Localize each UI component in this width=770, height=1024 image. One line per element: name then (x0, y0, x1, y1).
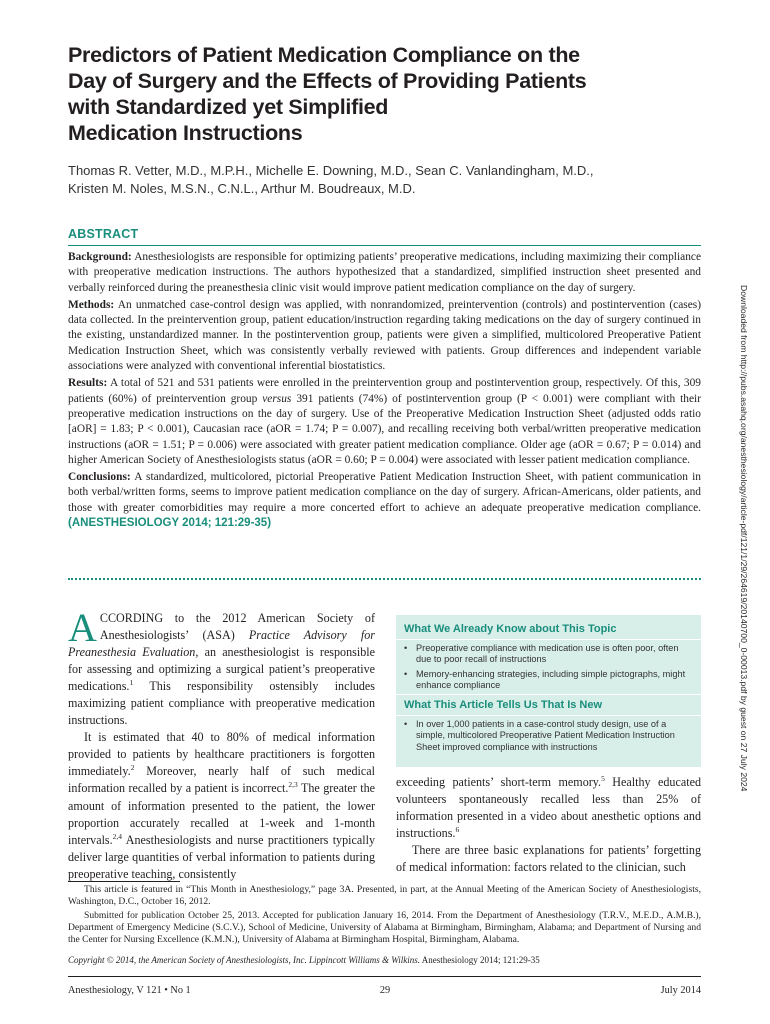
background-label: Background: (68, 251, 132, 263)
abstract-top-rule (68, 245, 701, 246)
copyright-citation: Anesthesiology 2014; 121:29-35 (421, 955, 540, 965)
article-title (68, 42, 668, 146)
new-list (404, 719, 694, 756)
footer-date: July 2014 (660, 985, 701, 996)
new-heading: What This Article Tells Us That Is New (404, 699, 603, 711)
reference-2[interactable]: 2 (130, 763, 135, 773)
list-item: • Preoperative compliance with medication use is often poor, often due to poor recall of instructions (404, 643, 694, 666)
known-heading: What We Already Know about This Topic (404, 623, 617, 635)
page-number: 29 (379, 985, 391, 996)
body-text: Moreover, nearly half of such medical information recalled by a patient is incorrect. (68, 764, 375, 796)
body-column-left (68, 605, 376, 883)
author-line: Thomas R. Vetter, M.D., M.P.H., Michelle E. Downing, M.D., Sean C. Vanlandingham, M.D., (68, 163, 594, 178)
body-paragraph: There are three basic explanations for patients’ forgetting of medical information: factors related to the clinician, such (396, 843, 701, 875)
abstract-results (68, 376, 701, 468)
results-label: Results: (68, 377, 108, 390)
list-item: • Memory-enhancing strategies, including simple pictographs, might enhance compliance (404, 669, 694, 692)
title-line: Medication Instructions (68, 121, 303, 145)
body-paragraph (68, 605, 375, 729)
conclusions-label: Conclusions: (68, 471, 131, 484)
background-text: Anesthesiologists are responsible for optimizing patients’ preoperative medications, including maximizing their compliance with preoperative medication instructions. The authors hypothesized that a standardized, simplified instruction sheet presented and verbally reinforced during the preanesthesia clinic visit would improve patient medication compliance on the day of surgery. (68, 251, 702, 294)
box-divider (396, 715, 701, 716)
body-text: Anesthesiologists and nurse practitioners typically deliver large quantities of verbal information to patients during preoperative teaching, consistently (68, 832, 376, 881)
author-line: Kristen M. Noles, M.S.N., C.N.L., Arthur M. Boudreaux, M.D. (68, 181, 416, 196)
reference-1[interactable]: 1 (129, 678, 134, 688)
title-line: with Standardized yet Simplified (68, 95, 389, 119)
download-sidebar (735, 285, 755, 1015)
footer-rule (68, 976, 701, 977)
body-text: CCORDING to the 2012 American Society of Anesthesiologists’ (ASA) (99, 611, 375, 643)
body-column-right (396, 774, 701, 876)
results-text: A total of 521 and 531 patients were enrolled in the preintervention group and postintervention group, respectively. Of this, 309 patients (60%) of preintervention group (68, 377, 702, 405)
box-divider (396, 694, 701, 695)
journal-citation[interactable]: (ANESTHESIOLOGY 2014; 121:29-35) (68, 517, 272, 530)
methods-label: Methods: (68, 298, 115, 311)
reference-2-3[interactable]: 2,3 (288, 780, 298, 790)
body-text: an anesthesiologist is responsible for assessing and optimizing a surgical patient’s preoperative medications. (68, 645, 375, 694)
footnotes (68, 884, 701, 948)
download-note: Downloaded from http://pubs.asahq.org/anesthesiology/article-pdf/121/1/29/264619/20140700_0-00013.pdf by guest on 27 July 2024 (739, 285, 749, 792)
footer-journal: Anesthesiology, V 121 • No 1 (68, 985, 191, 996)
known-list (404, 643, 694, 695)
key-points-box (396, 615, 701, 767)
abstract-body (68, 250, 701, 533)
body-text: It is estimated that 40 to 80% of medical information provided to patients by healthcare practitioners is forgotten immediately. (68, 730, 375, 779)
abstract-background (68, 250, 701, 296)
box-divider (396, 639, 701, 640)
copyright-line (68, 955, 708, 965)
body-italic-title: Practice Advisory for Preanesthesia Evaluation, (68, 628, 375, 660)
footnote: This article is featured in “This Month in Anesthesiology,” page 3A. Presented, in part, at the Annual Meeting of the American Society of Anesthesiologists, Washington, D.C., October 16, 2012. (68, 884, 701, 908)
results-text: 391 patients (74%) of postintervention group (P < 0.001) were compliant with their preoperative medication instructions on the day of surgery. Use of the Preoperative Medication Instruction Sheet (adjusted odds ratio [aOR] = 1.83; P < 0.001), Caucasian race (aOR = 1.74; P = 0.007), and recalling receiving both verbal/written preoperative medication instructions (aOR = 1.51; P = 0.006) were associated with greater patient medication compliance. Older age (aOR = 0.67; P = 0.014) and higher American Society of Anesthesiologists status (aOR = 0.60; P = 0.004) were associated with lesser patient medication compliance. (68, 392, 701, 466)
results-versus: versus (262, 392, 292, 405)
title-line: Day of Surgery and the Effects of Providing Patients (68, 69, 587, 93)
footnote: Submitted for publication October 25, 2013. Accepted for publication January 16, 2014. From the Department of Anesthesiology (T.R.V., M.E.D., A.M.B.), Department of Emergency Medicine (S.C.V.), School of Medicine, University of Alabama at Birmingham, Birmingham, Alabama; and Department of Nursing and the Center for Nursing Excellence (K.M.N.), University of Alabama at Birmingham Hospital, Birmingham, Alabama. (68, 910, 701, 946)
body-text: Healthy educated volunteers spontaneously recalled less than 25% of information presented in a video about anesthetic options and instructions. (396, 775, 701, 841)
conclusions-text: A standardized, multicolored, pictorial Preoperative Patient Medication Instruction Sheet, with patient communication in both verbal/written forms, seems to improve patient medication compliance on the day of surgery. African-Americans, older patients, and those with greater comorbidities may require a more concerted effort to achieve an adequate preoperative medication compliance. (68, 471, 701, 514)
drop-cap: A (68, 605, 97, 650)
methods-text: An unmatched case-control design was applied, with nonrandomized, preintervention (controls) and postintervention (cases) data collected. In the preintervention group, patient education/instruction regarding taking medications on the day of surgery continued in the existing, unstandardized manner. In the postintervention group, patients were given a simplified, multicolored Preoperative Patient Medication Instruction Sheet, which was consistently verbally reviewed with patients. Group differences and independent variable associations were analyzed with conventional inferential biostatistics. (68, 298, 702, 373)
abstract-heading: ABSTRACT (68, 227, 139, 241)
reference-2-4[interactable]: 2,4 (112, 831, 123, 841)
body-paragraph (68, 729, 375, 882)
body-text: exceeding patients’ short-term memory. (396, 775, 602, 789)
abstract-methods (68, 298, 701, 374)
copyright-holder: Copyright © 2014, the American Society of Anesthesiologists, Inc. Lippincott Williams & Wilkins. (68, 955, 420, 965)
abstract-conclusions (68, 470, 701, 531)
reference-5[interactable]: 5 (601, 773, 605, 783)
body-text: This responsibility ostensibly includes maximizing patient compliance with preoperative medication instructions. (68, 679, 375, 728)
author-list (68, 162, 708, 198)
title-line: Predictors of Patient Medication Compliance on the (68, 43, 580, 67)
body-paragraph (396, 774, 701, 842)
abstract-bottom-rule (68, 578, 701, 580)
footnote-rule (68, 881, 180, 882)
reference-6[interactable]: 6 (455, 825, 460, 835)
body-text: The greater the amount of information presented to the patient, the lower proportion accurately recalled at 1-week and 1-month intervals. (68, 781, 375, 847)
list-item: • In over 1,000 patients in a case-control study design, use of a simple, multicolored Preoperative Patient Medication Instruction Sheet improved compliance with instructions (404, 719, 694, 753)
